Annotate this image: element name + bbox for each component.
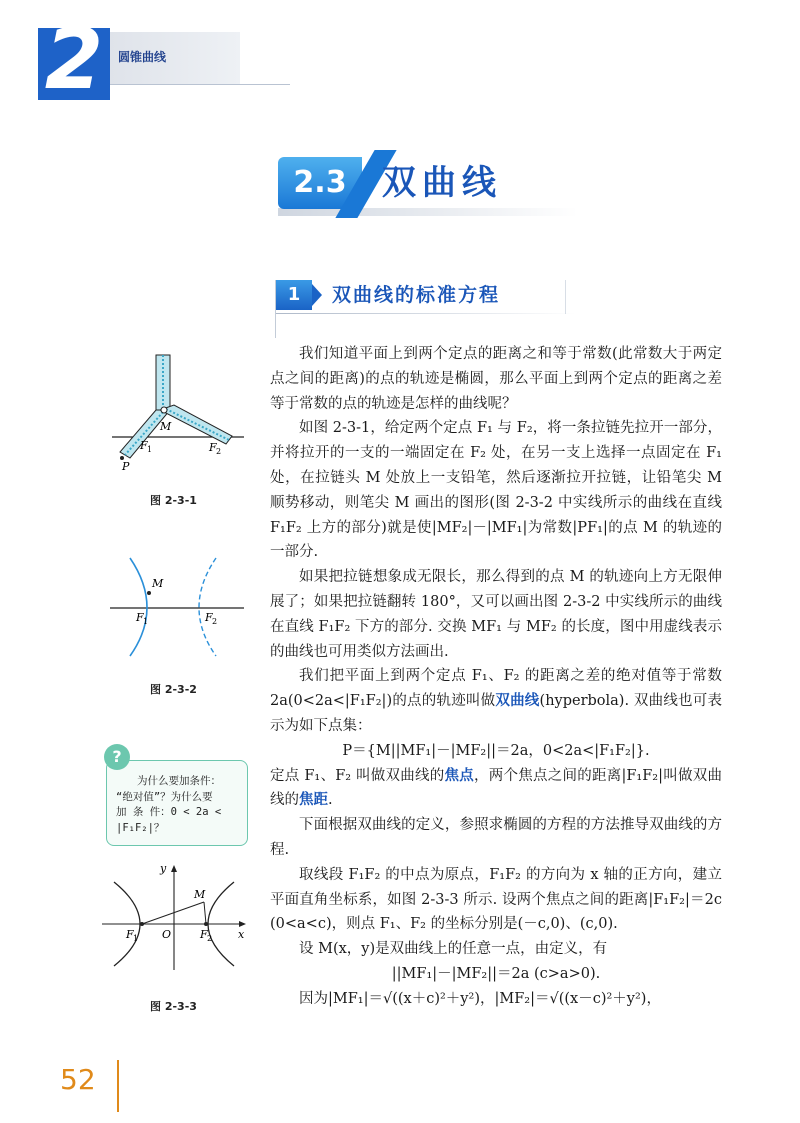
fig1-label-f1-sub: 1 — [147, 445, 153, 454]
fig1-label-f1: F — [140, 439, 148, 452]
fig1-label-f2: F — [209, 441, 217, 454]
fig1-label-p: P — [122, 460, 130, 473]
section-number: 2.3 — [293, 165, 347, 200]
question-icon: ? — [104, 744, 130, 770]
question-line-1: 为什么要加条件： — [137, 775, 221, 787]
fig3-label-o: O — [162, 928, 172, 941]
paragraph-3: 如果把拉链想象成无限长，那么得到的点 M 的轨迹向上方无限伸展了；如果把拉链翻转 180°，又可以画出图 2-3-2 中实线所示的曲线在直线 F₁F₂ 下方的部分. 交换 MF₁ 与 MF₂ 的长度，图中用虚线表示的曲线也可用类似方法画出. — [270, 569, 722, 660]
fig2-label-m: M — [152, 577, 164, 590]
subsection-number: 1 — [287, 284, 301, 305]
paragraph-5-c: . — [328, 792, 333, 809]
figure-2-3-3-caption: 图 2-3-3 — [150, 1000, 197, 1013]
fig3-label-f2-sub: 2 — [207, 934, 213, 943]
paragraph-5-b: ，两个焦点之间的距离|F₁F₂|叫做双曲线的 — [270, 767, 722, 809]
fig2-label-f1-sub: 1 — [143, 617, 149, 626]
subsection-title: 双曲线的标准方程 — [332, 284, 501, 306]
paragraph-8: 设 M(x，y)是双曲线上的任意一点，由定义，有 — [299, 941, 608, 958]
paragraph-2: 如图 2-3-1，给定两个定点 F₁ 与 F₂，将一条拉链先拉开一部分，并将拉开的一支的一端固定在 F₂ 处，在另一支上选择一点固定在 F₁ 处，在拉链头 M 处放上一支铅笔，然后逐渐拉开拉链，让铅笔尖 M 顺势移动，则笔尖 M 画出的图形(图 2-3-2 中实线所示的曲线在直线 F₁F₂ 上方的部分)就是使|MF₂|－|MF₁|为常数|PF₁|的点 M 的轨迹的一部分. — [270, 420, 722, 561]
paragraph-9: 因为|MF₁|＝√((x＋c)²＋y²)，|MF₂|＝√((x－c)²＋y²)， — [299, 990, 661, 1007]
paragraph-4 — [270, 664, 722, 738]
question-text — [116, 774, 240, 836]
header-rule — [110, 84, 290, 85]
page-number-bar — [117, 1060, 119, 1112]
section-underline — [278, 208, 578, 216]
section-title: 双曲线 — [382, 163, 502, 203]
figure-2-3-1 — [108, 350, 248, 475]
fig2-label-f2-sub: 2 — [212, 617, 218, 626]
body-text — [270, 342, 722, 1012]
fig3-label-f1: F — [126, 928, 134, 941]
fig3-label-f2: F — [200, 928, 208, 941]
fig3-label-f1-sub: 1 — [133, 934, 139, 943]
paragraph-5-a: 定点 F₁、F₂ 叫做双曲线的 — [270, 767, 445, 784]
paragraph-5 — [270, 764, 722, 814]
term-hyperbola: 双曲线 — [495, 692, 540, 710]
paragraph-1: 我们知道平面上到两个定点的距离之和等于常数(此常数大于两定点之间的距离)的点的轨迹是椭圆，那么平面上到两个定点的距离之差等于常数的点的轨迹是怎样的曲线呢？ — [270, 346, 722, 412]
question-line-2: “绝对值”？为什么要 — [116, 790, 213, 803]
paragraph-7: 取线段 F₁F₂ 的中点为原点，F₁F₂ 的方向为 x 轴的正方向，建立平面直角坐标系，如图 2-3-3 所示. 设两个焦点之间的距离|F₁F₂|＝2c (0<a<c)，则点 F₁、F₂ 的坐标分别是(－c,0)、(c,0). — [270, 866, 722, 933]
fig3-label-y: y — [160, 862, 167, 875]
fig3-label-x: x — [238, 928, 245, 941]
equation-definition: ||MF₁|－|MF₂||＝2a (c>a>0). — [391, 965, 601, 982]
chapter-number: 2 — [44, 10, 104, 108]
page-number: 52 — [60, 1063, 96, 1096]
paragraph-4-b: (hyperbola). 双曲线也可表示为如下点集： — [270, 693, 722, 734]
term-focal-distance: 焦距 — [299, 791, 328, 809]
term-focus: 焦点 — [444, 766, 474, 784]
paragraph-4-a: 我们把平面上到两个定点 F₁、F₂ 的距离之差的绝对值等于常数 2a(0<2a<|F₁F₂|)的点的轨迹叫做 — [270, 668, 722, 710]
fig2-label-f2: F — [205, 611, 213, 624]
figure-2-3-2-caption: 图 2-3-2 — [150, 683, 197, 696]
subsection-arrow — [312, 284, 322, 306]
fig1-label-f2-sub: 2 — [216, 447, 222, 456]
figure-2-3-2 — [108, 552, 248, 662]
paragraph-6: 下面根据双曲线的定义，参照求椭圆的方程的方法推导双曲线的方程. — [270, 817, 722, 858]
subsection-rule — [276, 313, 576, 314]
chapter-title: 圆锥曲线 — [118, 50, 167, 64]
question-line-3: 加 条 件：0 < 2a < — [116, 806, 222, 818]
fig2-label-f1: F — [136, 611, 144, 624]
subsection-rule-right — [565, 280, 566, 314]
question-line-4: |F₁F₂|？ — [116, 821, 165, 834]
figure-2-3-3 — [100, 858, 250, 973]
equation-set: P＝{M||MF₁|－|MF₂||＝2a，0<2a<|F₁F₂|}. — [342, 742, 650, 759]
figure-2-3-1-caption: 图 2-3-1 — [150, 494, 197, 507]
fig3-label-m: M — [194, 888, 206, 901]
fig1-label-m: M — [160, 420, 172, 433]
